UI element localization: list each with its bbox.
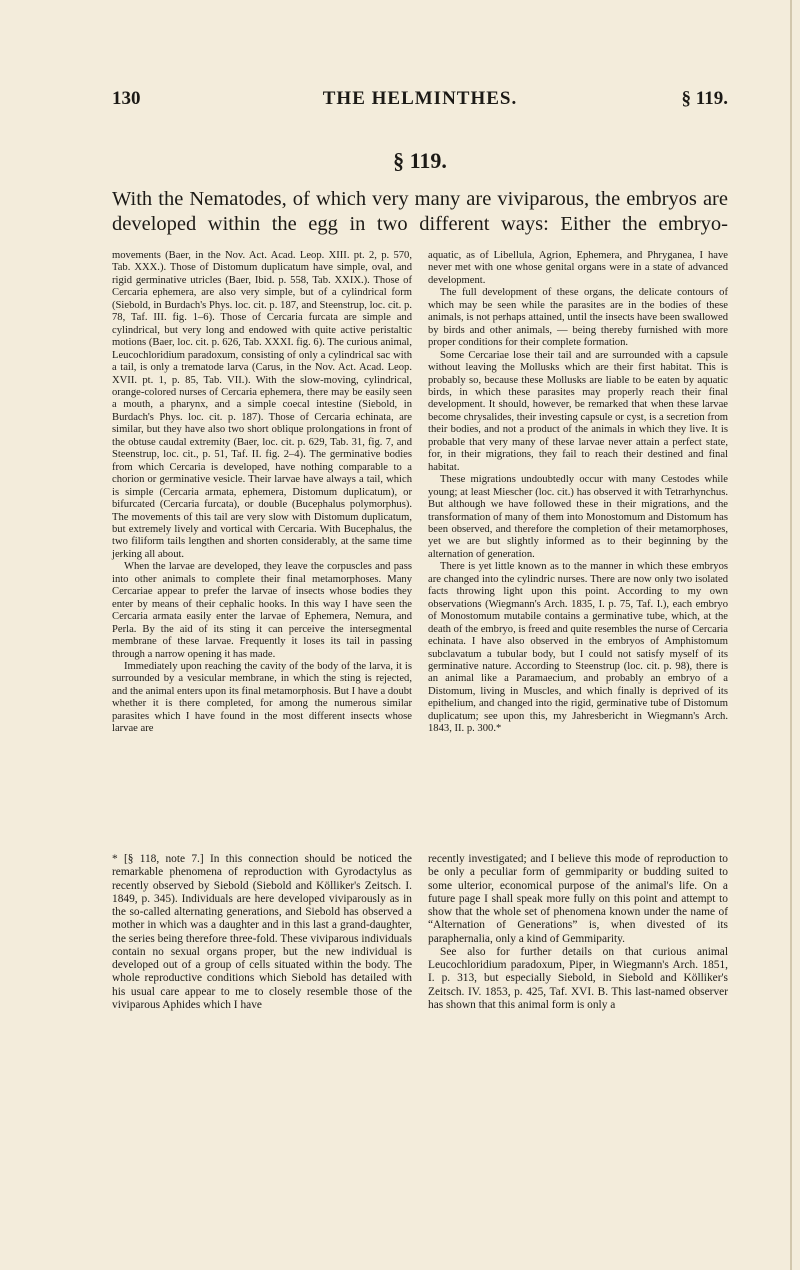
footnote-left-column [112, 853, 412, 1012]
section-reference: § 119. [681, 88, 728, 109]
left-column [112, 250, 412, 736]
page-number: 130 [112, 88, 141, 109]
paragraph: When the larvae are developed, they leave the corpuscles and pass into other animals to complete their final metamorphoses. Many Cercariae appear to prefer the larvae of insects whose bodies they enter by means of their cephalic hooks. In this way I have seen the Cercaria armata easily enter the larvae of Ephemera, Nemura, and Perla. By the aid of its sting it can perceive the intersegmental membrane of these larvae. Frequently it loses its tail in passing through a narrow opening it has made. [112, 561, 412, 660]
footnote-paragraph: recently investigated; and I believe this mode of reproduction to be only a peculiar form of gemmiparity or budding suited to some ulterior, economical purpose of the animal's life. On a future page I shall speak more fully on this point and attempt to show that the whole set of phenomena known under the name of “Alternation of Generations” is, when divested of its paraphernalia, only a kind of Gemmiparity. [428, 853, 728, 945]
right-column [428, 250, 728, 736]
lead-paragraph: With the Nematodes, of which very many are viviparous, the embryos are developed within the egg in two different ways: Either the embryo- [112, 188, 728, 235]
running-title: THE HELMINTHES. [322, 88, 518, 109]
paragraph: Some Cercariae lose their tail and are surrounded with a capsule without leaving the Mollusks which are their first habitat. This is probably so, because these Mollusks are liable to be eaten by aquatic birds, in which these parasites may properly reach their final development. It should, however, be remarked that when these larvae become chrysalides, their investing capsule or cyst, is a secretion from their bodies, and not a product of the animals in which they live. It is probable that very many of these larvae never attain a perfect state, for, in their migrations, they fail to reach their destined and final habitat. [428, 349, 728, 473]
paragraph: Immediately upon reaching the cavity of the body of the larva, it is surrounded by a vesicular membrane, in which the sting is rejected, and the animal enters upon its final metamorphosis. But I have a doubt whether it is there completed, for among the numerous similar parasites which I have found in the most different insects whose larvae are [112, 660, 412, 735]
section-heading: § 119. [393, 148, 447, 173]
paragraph: aquatic, as of Libellula, Agrion, Ephemera, and Phryganea, I have never met with one whose genital organs were in a state of advanced development. [428, 250, 728, 286]
page-edge-divider [790, 0, 792, 1270]
paragraph: These migrations undoubtedly occur with many Cestodes while young; at least Miescher (loc. cit.) has observed it with Tetrarhynchus. But although we have followed these in their migrations, and the transformation of many of them into Monostomum and Distomum has been observed, and therefore the completion of their metamorphoses, yet we are but slightly informed as to their beginning by the alternation of generation. [428, 474, 728, 560]
paragraph: There is yet little known as to the manner in which these embryos are changed into the cylindric nurses. There are now only two isolated facts throwing light upon this point. According to my own observations (Wiegmann's Arch. 1835, I. p. 75, Taf. I.), each embryo of Monostomum mutabile contains a germinative tube, which, at the death of the embryo, is freed and quite resembles the nurse of Cercaria echinata. I have also observed in the embryos of Amphistomum subclavatum a tubular body, but I could not satisfy myself of its germinative nature. According to Steenstrup (loc. cit. p. 98), there is an animal like a Paramaecium, and probably an embryo of a Distomum, living in Muscles, and which finally is deprived of its epithelium, and changed into the rigid, germinative tube of Distomum duplicatum; see upon this, my Jahresbericht in Wiegmann's Arch. 1843, II. p. 300.* [428, 561, 728, 735]
footnote-paragraph: * [§ 118, note 7.] In this connection should be noticed the remarkable phenomena of reproduction with Gyrodactylus as recently observed by Siebold (Siebold and Kölliker's Zeitsch. I. 1849, p. 345). Individuals are here developed viviparously as in the so-called alternating generations, and Siebold has observed a mother in which was a daughter and in this last a grand-daughter, the series being therefore three-fold. These viviparous individuals contain no sexual organs proper, but the new individual is developed out of a group of cells situated within the body. The whole reproductive conditions which Siebold has detailed with his usual care appear to me to closely resemble those of the viviparous Aphides which I have [112, 853, 412, 1011]
footnote-paragraph: See also for further details on that curious animal Leucochloridium paradoxum, Piper, in Wiegmann's Arch. 1851, I. p. 313, but especially Siebold, in Siebold and Kölliker's Zeitsch. IV. 1853, p. 425, Taf. XVI. B. This last-named observer has shown that this animal form is only a [428, 945, 728, 1011]
running-header [112, 88, 728, 118]
paragraph: movements (Baer, in the Nov. Act. Acad. Leop. XIII. pt. 2, p. 570, Tab. XXX.). Those of Distomum duplicatum have simple, oval, and rigid germinative utricles (Baer, Ibid. p. 558, Tab. XXIX.). Those of Cercaria ephemera, are also very simple, but of a cylindrical form (Siebold, in Burdach's Phys. loc. cit. p. 187, and Steenstrup, loc. cit. p. 78, Taf. III. fig. 1–6). Those of Cercaria furcata are simple and cylindrical, but very long and endowed with quite active peristaltic motions (Baer, loc. cit. p. 626, Tab. XXXI. fig. 6). The curious animal, Leucochloridium paradoxum, consisting of only a cylindrical sac with a tail, is only a trematode larva (Carus, in the Nov. Act. Acad. Leop. XVII. pt. 1, p. 85, Tab. VII.). With the slow-moving, cylindrical, orange-colored nurses of Cercaria ephemera, there may be easily seen a mouth, a pharynx, and a simple coecal intestine (Siebold, in Burdach's Phys. loc. cit. p. 187). Those of Cercaria echinata, are similar, but they have also two short oblique prolongations in front of the obtuse caudal extremity (Baer, loc. cit. p. 629, Tab. 31, fig. 7, and Steenstrup, loc. cit., p. 51, Taf. II. fig. 2–4). The germinative bodies from which Cercaria is developed, have nothing comparable to a chorion or germinative vesicle. Their larvae have always a tail, which is simple (Cercaria armata, ephemera, Distomum duplicatum), or bifurcated (Cercaria furcata), or double (Bucephalus polymorphus). The movements of this tail are very slow with Distomum duplicatum, but extremely lively and vortical with Cercaria. With Bucephalus, the two filiform tails lengthen and shorten considerably, at the same time jerking all about. [112, 250, 412, 560]
footnote-right-column [428, 853, 728, 1012]
paragraph: The full development of these organs, the delicate contours of which may be seen while the parasites are in the bodies of these animals, is not perhaps attained, until the insects have been swallowed by birds and other animals, — being thereby furnished with more proper conditions for their complete formation. [428, 287, 728, 349]
